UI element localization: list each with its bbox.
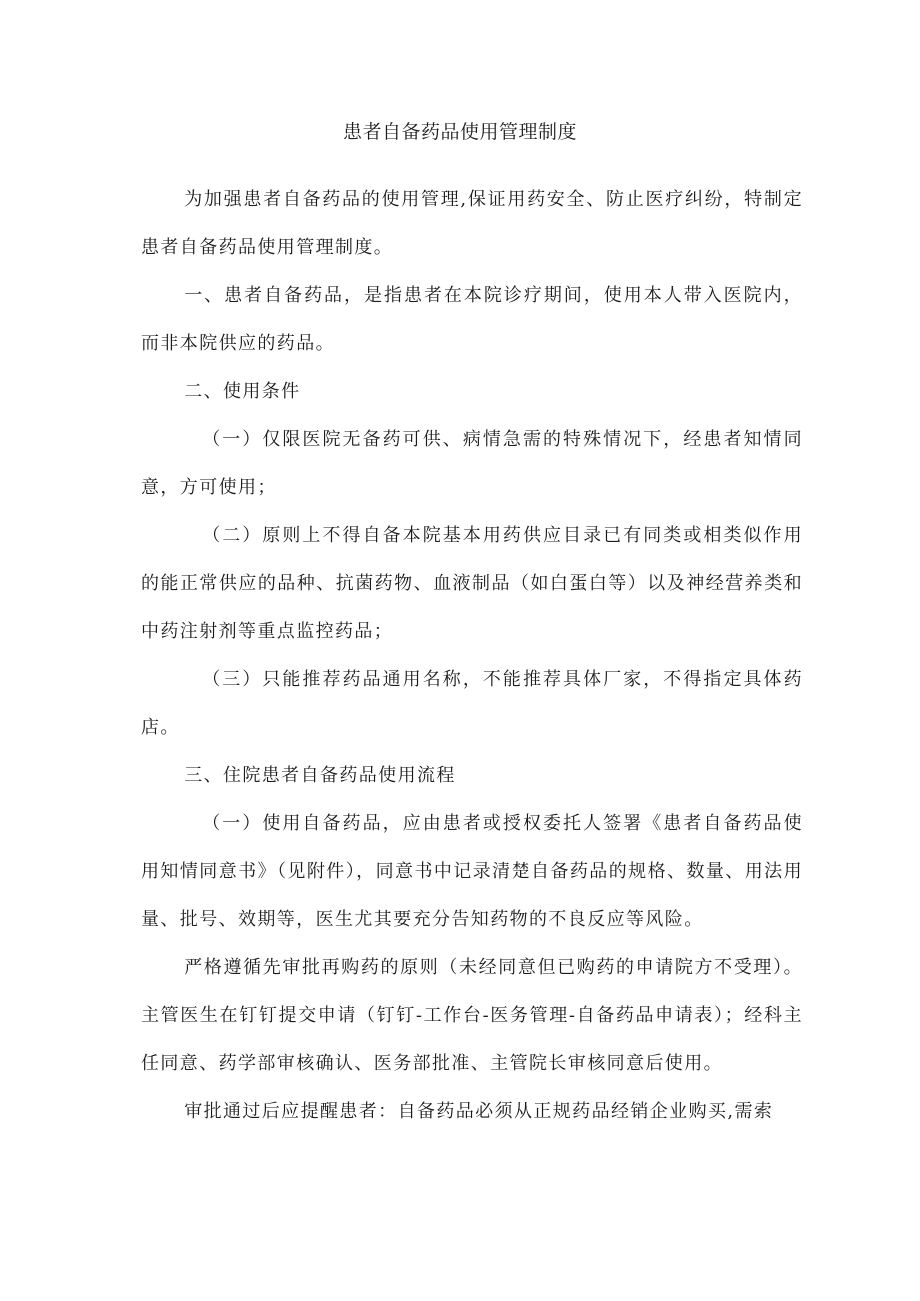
section-heading-usage-conditions: 二、使用条件 [184,381,301,402]
paragraph-approval-principle: 严格遵循先审批再购药的原则（未经同意但已购药的申请院方不受理）。主管医生在钉钉提交申请（钉钉-工作台-医务管理-自备药品申请表）；经科主任同意、药学部审核确认、医务部批准、主管院长审核同意后使用。 [141,957,803,1074]
paragraph-definition: 一、患者自备药品，是指患者在本院诊疗期间，使用本人带入医院内，而非本院供应的药品。 [141,285,803,354]
section-heading-inpatient-process: 三、住院患者自备药品使用流程 [184,765,456,786]
paragraph-intro: 为加强患者自备药品的使用管理,保证用药安全、防止医疗纠纷，特制定患者自备药品使用管理制度。 [141,189,803,258]
document-title: 患者自备药品使用管理制度 [342,121,577,143]
paragraph-condition-2: （二）原则上不得自备本院基本用药供应目录已有同类或相类似作用的能正常供应的品种、抗菌药物、血液制品（如白蛋白等）以及神经营养类和中药注射剂等重点监控药品； [141,525,803,642]
paragraph-condition-1: （一）仅限医院无备药可供、病情急需的特殊情况下，经患者知情同意，方可使用； [141,429,803,498]
document-body [141,176,803,1136]
paragraph-condition-3: （三）只能推荐药品通用名称，不能推荐具体厂家，不得指定具体药店。 [141,669,803,738]
paragraph-patient-reminder: 审批通过后应提醒患者：自备药品必须从正规药品经销企业购买,需索 [184,1101,774,1122]
paragraph-process-1: （一）使用自备药品，应由患者或授权委托人签署《患者自备药品使用知情同意书》（见附件），同意书中记录清楚自备药品的规格、数量、用法用量、批号、效期等，医生尤其要充分告知药物的不良反应等风险。 [141,813,803,930]
